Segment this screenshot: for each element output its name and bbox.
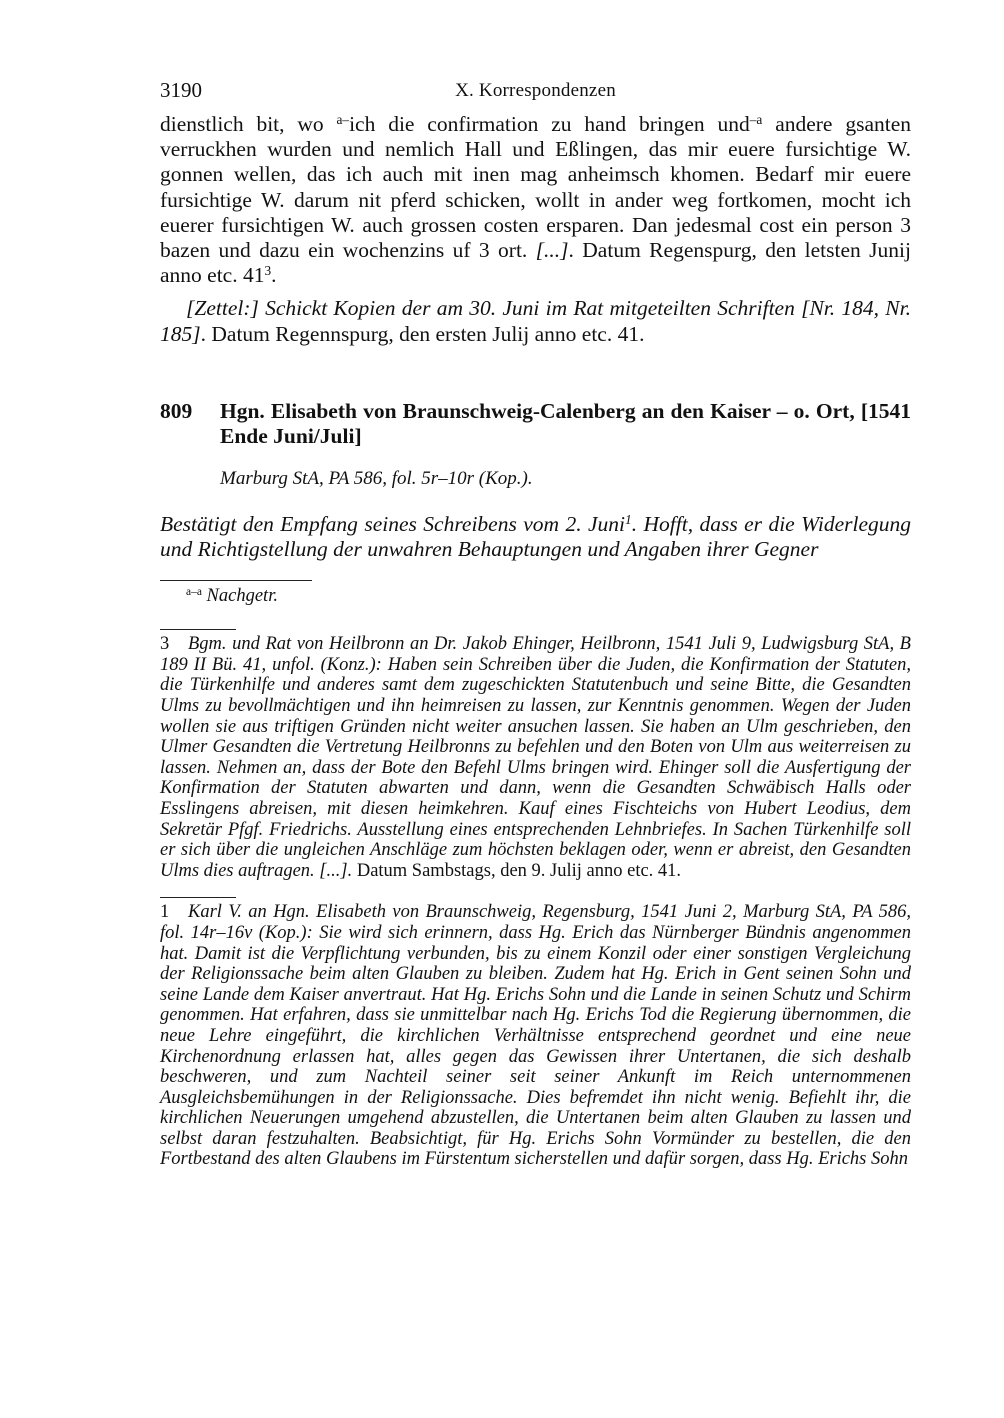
apparatus-divider bbox=[160, 580, 312, 581]
text-run: . Datum Regenspurg, den letsten Junij anno etc. 41 bbox=[160, 238, 911, 288]
footnote-divider bbox=[160, 897, 236, 898]
postscript-note: [Zettel:] Schickt Kopien der am 30. Juni im Rat mitgeteilten Schriften [Nr. 184, Nr. 185] bbox=[160, 296, 911, 346]
document-heading bbox=[160, 399, 911, 449]
critical-apparatus-note bbox=[186, 585, 911, 607]
text-run: ich die confirmation zu hand bringen und bbox=[349, 112, 750, 136]
postscript-paragraph bbox=[160, 296, 911, 346]
text-run: Bestätigt den Empfang seines Schreibens vom 2. Juni bbox=[160, 511, 626, 536]
page-number: 3190 bbox=[160, 78, 202, 102]
regest-text bbox=[160, 512, 911, 562]
running-title: X. Korrespondenzen bbox=[455, 80, 616, 101]
footnote-text-roman: Datum Sambstags, den 9. Julij anno etc. 41. bbox=[352, 860, 682, 881]
text-run: . bbox=[271, 263, 277, 288]
document-title: Hgn. Elisabeth von Braunschweig-Calenberg an den Kaiser – o. Ort, [1541 Ende Juni/Juli] bbox=[220, 398, 911, 448]
letter-text-paragraph bbox=[160, 112, 911, 288]
footnote-reference[interactable]: 3 bbox=[264, 262, 272, 278]
footnote-1 bbox=[160, 902, 911, 1170]
document-source: Marburg StA, PA 586, fol. 5r–10r (Kop.). bbox=[220, 467, 533, 489]
critical-mark-close: –a bbox=[749, 111, 763, 127]
footnote-text: Bgm. und Rat von Heilbronn an Dr. Jakob Ehinger, Heilbronn, 1541 Juli 9, Ludwigsburg StA, B 189 II Bü. 41, unfol. (Konz.): Haben sein Schreiben über die Juden, die Konfirmation der Statuten, die Türkenhilfe und anderes samt dem zugeschickten Statutenbuch und seine Bitte, die Gesandten Ulms zu bevollmächtigen und ihn heimreisen zu lassen, zur Kenntnis genommen. Wegen der Juden wollen sie aus triftigen Gründen nicht weiter ansuchen lassen. Sie haben an Ulm geschrieben, den Ulmer Gesandten die Vertretung Heilbronns zu befehlen und den Boten von Ulm aus weiterreisen zu lassen. Nehmen an, dass der Bote den Befehl Ulms bringen wird. Ehinger soll die Ausfertigung der Konfirmation der Statuten abwarten und dann, wenn die Gesandten Schwäbisch Halls oder Esslingens abreisen, mit diesen heimkehren. Kauf eines Fischteichs von Hubert Leodius, dem Sekretär Pfgf. Friedrichs. Ausstellung eines entsprechenden Lehnbriefes. In Sachen Türkenhilfe soll er sich über die ungleichen Anschläge zum höchsten beklagen oder, wenn er abreist, den Gesandten Ulms dies auftragen. [...]. bbox=[160, 634, 911, 881]
document-number: 809 bbox=[160, 398, 193, 423]
footnote-number: 1 bbox=[160, 902, 170, 923]
text-run: andere gsanten verruckhen wurden und nemlich Hall und Eßlingen, das mir euere fursichtige W. gonnen wellen, das ich auch mit inen mag anheimsch khomen. Bedarf mir euere fursichtige W. darum nit pferd schicken, wollt in ander weg fortkomen, mocht ich euerer fursichtigen W. auch grossen costen ersparen. Dan jedesmal cost ein person 3 bazen und dazu ein wochenzins uf 3 ort. bbox=[160, 112, 911, 263]
footnote-text: Karl V. an Hgn. Elisabeth von Braunschweig, Regensburg, 1541 Juni 2, Marburg StA, PA 586, fol. 14r–16v (Kop.): Sie wird sich erinnern, dass Hg. Erich das Nürnberger Bündnis angenommen hat. Damit ist die Verpflichtung verbunden, bis zu einem Konzil oder einer sonstigen Vergleichung der Religionssache beim alten Glauben zu bleiben. Zudem hat Hg. Erich in Gent seinen Sohn und seine Lande dem Kaiser anvertraut. Hat Hg. Erichs Sohn und die Lande in seinen Schutz und Schirm genommen. Hat erfahren, dass sie unmittelbar nach Hg. Erichs Tod die Regierung übernommen, die neue Lehre eingeführt, die kirchlichen Verhältnisse entsprechend geordnet und eine neue Kirchenordnung erlassen hat, alles gegen das Gewissen ihrer Untertanen, die sich deshalb beschweren, und zum Nachteil seiner seit seiner Ankunft im Reich unternommenen Ausgleichsbemühungen in der Religionssache. Dies befremdet ihn nicht wenig. Befiehlt ihr, die kirchlichen Neuerungen umgehend abzustellen, die Untertanen beim alten Glauben zu lassen und selbst daran festzuhalten. Beabsichtigt, für Hg. Erichs Sohn Vormünder zu bestellen, die den Fortbestand des alten Glaubens im Fürstentum sicherstellen und dafür sorgen, dass Hg. Erichs Sohn bbox=[160, 902, 911, 1170]
footnote-3 bbox=[160, 634, 911, 881]
footnote-reference[interactable]: 1 bbox=[625, 511, 632, 527]
footnote-block-3 bbox=[160, 629, 911, 881]
text-run: . Hofft, dass er die Widerlegung und Richtigstellung der unwahren Behauptungen und Angaben ihrer Gegner bbox=[160, 511, 912, 562]
footnote-divider bbox=[160, 629, 236, 630]
footnote-block-1 bbox=[160, 897, 911, 1170]
text-run: . Datum Regennspurg, den ersten Julij anno etc. 41. bbox=[200, 321, 645, 346]
apparatus-text: Nachgetr. bbox=[206, 586, 278, 607]
footnote-number: 3 bbox=[160, 634, 170, 655]
text-run: dienstlich bit, wo bbox=[160, 112, 337, 136]
page bbox=[160, 78, 911, 1170]
running-header bbox=[160, 78, 911, 112]
omission-mark: [...] bbox=[535, 238, 569, 263]
critical-mark-open: a– bbox=[336, 111, 350, 127]
apparatus-mark: a–a bbox=[186, 585, 202, 598]
